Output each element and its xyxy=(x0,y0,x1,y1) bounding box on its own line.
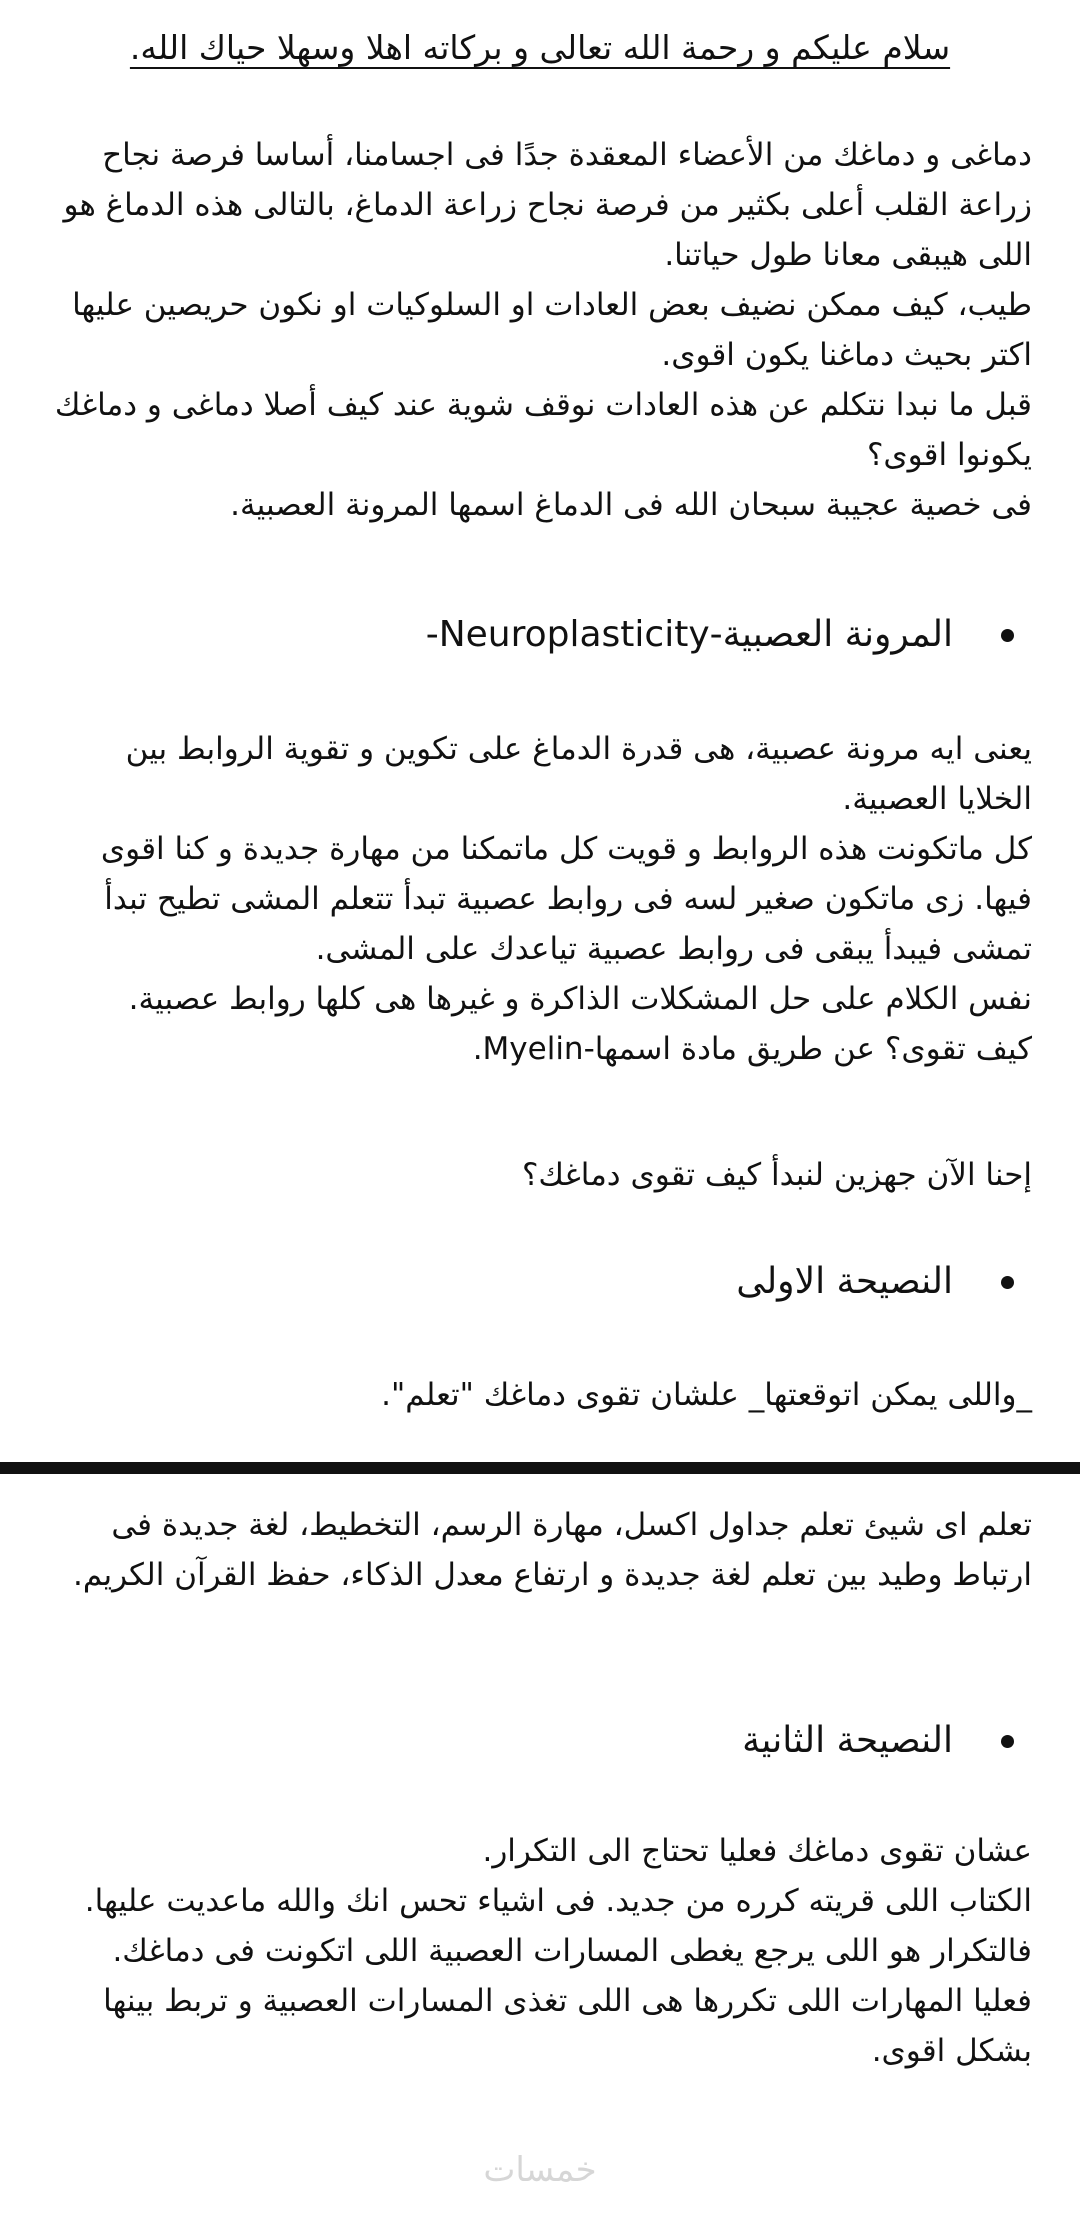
heading-tip-one xyxy=(48,1255,1032,1309)
section-divider xyxy=(0,1462,1080,1474)
neuro-line: كل ماتكونت هذه الروابط و قويت كل ماتمكنا من مهارة جديدة و كنا اقوى فيها. زى ماتكون صغير لسه فى روابط عصبية تبدأ تتعلم المشى تطيح تبدأ تمشى فيبدأ يبقى فى روابط عصبية تياعدك على المشى. xyxy=(100,831,1032,967)
heading-neuroplasticity-text: المرونة العصبية-Neuroplasticity- xyxy=(425,614,953,655)
neuro-line: يعنى ايه مرونة عصبية، هى قدرة الدماغ على تكوين و تقوية الروابط بين الخلايا العصبية. xyxy=(125,731,1032,817)
heading-tip-two xyxy=(48,1714,1032,1768)
heading-tip-one-text: النصيحة الاولى xyxy=(736,1261,953,1302)
learn-paragraph xyxy=(48,1500,1032,1600)
intro-line: دماغى و دماغك من الأعضاء المعقدة جدًا فى اجسامنا، أساسا فرصة نجاح زراعة القلب أعلى بكثير من فرصة نجاح زراعة الدماغ، بالتالى هذه الدماغ هو اللى هيبقى معانا طول حياتنا. xyxy=(63,137,1032,273)
heading-tip-two-text: النصيحة الثانية xyxy=(742,1720,953,1761)
neuro-paragraph xyxy=(48,724,1032,1074)
tip-one-line: _واللى يمكن اتوقعتها_ علشان تقوى دماغك "تعلم". xyxy=(381,1377,1032,1413)
intro-paragraph xyxy=(48,130,1032,530)
ready-paragraph xyxy=(48,1150,1032,1200)
greeting-text: سلام عليكم و رحمة الله تعالى و بركاته اهلا وسهلا حياك الله. xyxy=(129,28,951,67)
intro-line: قبل ما نبدا نتكلم عن هذه العادات نوقف شوية عند كيف أصلا دماغى و دماغك يكونوا اقوى؟ xyxy=(54,387,1032,473)
tip-one-paragraph xyxy=(48,1370,1032,1420)
bullet-icon xyxy=(1001,1735,1014,1748)
learn-line: تعلم اى شيئ تعلم جداول اكسل، مهارة الرسم، التخطيط، لغة جديدة فى ارتباط وطيد بين تعلم لغة جديدة و ارتفاع معدل الذكاء، حفظ القرآن الكريم. xyxy=(72,1507,1032,1593)
tip-two-line: الكتاب اللى قريته كرره من جديد. فى اشياء تحس انك والله ماعديت عليها. فالتكرار هو اللى يرجع يغطى المسارات العصبية اللى اتكونت فى دماغك. فعليا المهارات اللى تكررها هى اللى تغذى المسارات العصبية و تربط بينها بشكل اقوى. xyxy=(84,1883,1032,2069)
ready-line: إحنا الآن جهزين لنبدأ كيف تقوى دماغك؟ xyxy=(521,1157,1032,1193)
intro-line: طيب، كيف ممكن نضيف بعض العادات او السلوكيات او نكون حريصين عليها اكتر بحيث دماغنا يكون اقوى. xyxy=(72,287,1032,373)
heading-neuroplasticity xyxy=(48,608,1032,662)
watermark-logo: خمسات xyxy=(483,2150,597,2190)
greeting-title xyxy=(48,22,1032,74)
bullet-icon xyxy=(1001,1276,1014,1289)
neuro-line: نفس الكلام على حل المشكلات الذاكرة و غيرها هى كلها روابط عصبية. xyxy=(128,981,1032,1017)
neuro-line: كيف تقوى؟ عن طريق مادة اسمها-Myelin. xyxy=(472,1031,1032,1067)
bullet-icon xyxy=(1001,629,1014,642)
tip-two-line: عشان تقوى دماغك فعليا تحتاج الى التكرار. xyxy=(482,1833,1032,1869)
intro-line: فى خصية عجيبة سبحان الله فى الدماغ اسمها المرونة العصبية. xyxy=(230,487,1032,523)
tip-two-paragraph xyxy=(48,1826,1032,2076)
